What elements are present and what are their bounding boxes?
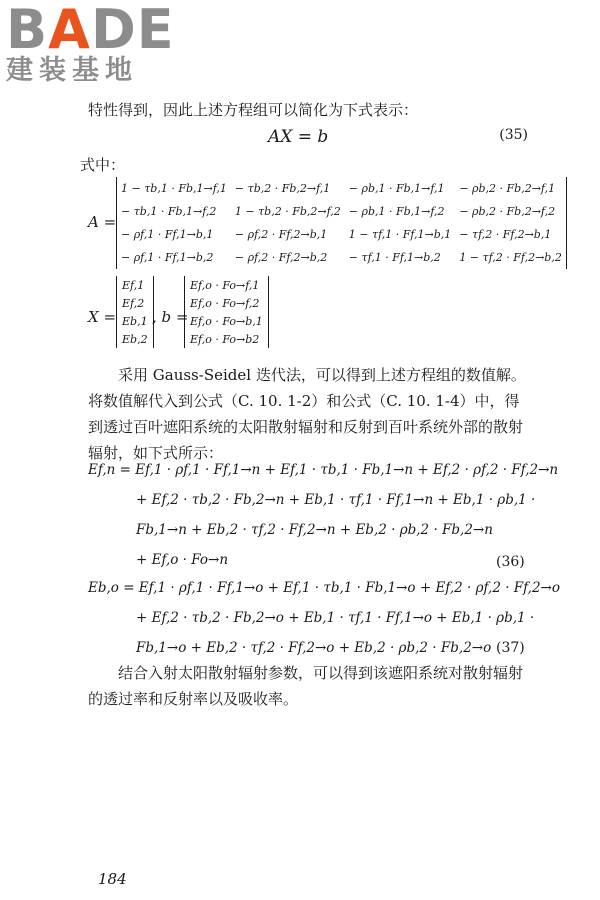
matrix-cell: − ρf,2 · Ff,2→b,2 — [234, 251, 328, 264]
vector-cell: Ef,o · Fo→f,1 — [190, 278, 260, 292]
matrix-a — [116, 177, 567, 269]
matrix-cell: − τf,2 · Ff,2→b,1 — [459, 228, 552, 241]
equation-37-number: (37) — [496, 640, 525, 656]
vector-x-label: X = — [88, 308, 117, 326]
matrix-cell: 1 − τb,2 · Fb,2→f,2 — [234, 205, 341, 218]
matrix-cell: 1 − τb,1 · Fb,1→f,1 — [121, 182, 227, 195]
matrix-row — [117, 177, 566, 200]
equation-36-number: (36) — [496, 554, 525, 570]
vector-cell: Ef,o · Fo→b2 — [190, 332, 260, 346]
bade-logo — [6, 2, 186, 86]
equation-36-line: Fb,1→n + Eb,2 · τf,2 · Ff,2→n + Eb,2 · ρb,2 · Fb,2→n — [136, 522, 493, 538]
equation-36-line: + Ef,2 · τb,2 · Fb,2→n + Eb,1 · τf,1 · Ff,1→n + Eb,1 · ρb,1 · — [136, 492, 536, 508]
logo-wordmark: BADE — [6, 0, 175, 61]
matrix-row — [117, 223, 566, 246]
matrix-a-label: A = — [88, 213, 117, 231]
equation-37-line: + Ef,2 · τb,2 · Fb,2→o + Eb,1 · τf,1 · Ff,1→o + Eb,1 · ρb,1 · — [136, 610, 535, 626]
matrix-cell: 1 − τf,1 · Ff,1→b,1 — [348, 228, 452, 241]
paragraph-gauss-seidel: 采用 Gauss-Seidel 迭代法，可以得到上述方程组的数值解。将数值解代入到公式（C. 10. 1-2）和公式（C. 10. 1-4）中，得到透过百叶遮阳系统的太阳散射辐射和反射到百叶系统外部的散射辐射，如下式所示： — [88, 366, 526, 462]
page-number: 184 — [98, 870, 127, 888]
matrix-cell: − ρf,2 · Ff,2→b,1 — [234, 228, 328, 241]
matrix-cell: − ρf,1 · Ff,1→b,1 — [121, 228, 214, 241]
vector-cell: Ef,o · Fo→b,1 — [190, 314, 263, 328]
vector-x — [116, 276, 154, 348]
matrix-cell: − τb,1 · Fb,1→f,2 — [121, 205, 217, 218]
matrix-cell: − ρb,1 · Fb,1→f,1 — [348, 182, 445, 195]
matrix-row — [117, 200, 566, 223]
matrix-cell: − τb,2 · Fb,2→f,1 — [234, 182, 331, 195]
vector-cell: Ef,2 — [122, 296, 145, 310]
vector-b-label: , b = — [152, 308, 189, 326]
paragraph-intro: 特性得到，因此上述方程组可以简化为下式表示： — [88, 101, 419, 119]
vector-cell: Ef,o · Fo→f,2 — [190, 296, 260, 310]
equation-37-line: Eb,o = Ef,1 · ρf,1 · Ff,1→o + Ef,1 · τb,1 · Fb,1→o + Ef,2 · ρf,2 · Ff,2→o — [88, 580, 560, 596]
matrix-row — [117, 246, 566, 269]
vector-b — [184, 276, 269, 348]
matrix-cell: − ρb,1 · Fb,1→f,2 — [348, 205, 445, 218]
matrix-cell: − ρb,2 · Fb,2→f,1 — [459, 182, 556, 195]
matrix-cell: − ρf,1 · Ff,1→b,2 — [121, 251, 214, 264]
equation-37-line: Fb,1→o + Eb,2 · τf,2 · Ff,2→o + Eb,2 · ρb,2 · Fb,2→o — [136, 640, 492, 656]
equation-36-line: + Ef,o · Fo→n — [136, 552, 229, 568]
where-label: 式中： — [80, 156, 126, 174]
matrix-cell: − τf,1 · Ff,1→b,2 — [348, 251, 441, 264]
vector-cell: Eb,1 — [122, 314, 148, 328]
vector-cell: Ef,1 — [122, 278, 145, 292]
equation-36-line: Ef,n = Ef,1 · ρf,1 · Ff,1→n + Ef,1 · τb,1 · Fb,1→n + Ef,2 · ρf,2 · Ff,2→n — [88, 462, 559, 478]
vector-cell: Eb,2 — [122, 332, 148, 346]
matrix-cell: 1 − τf,2 · Ff,2→b,2 — [459, 251, 562, 264]
paragraph-conclusion: 结合入射太阳散射辐射参数，可以得到该遮阳系统对散射辐射的透过率和反射率以及吸收率。 — [88, 664, 524, 708]
equation-35-expression: AX = b — [268, 127, 329, 147]
equation-35-number: (35) — [499, 127, 528, 143]
matrix-cell: − ρb,2 · Fb,2→f,2 — [459, 205, 556, 218]
logo-subtitle: 建装基地 — [6, 55, 138, 86]
